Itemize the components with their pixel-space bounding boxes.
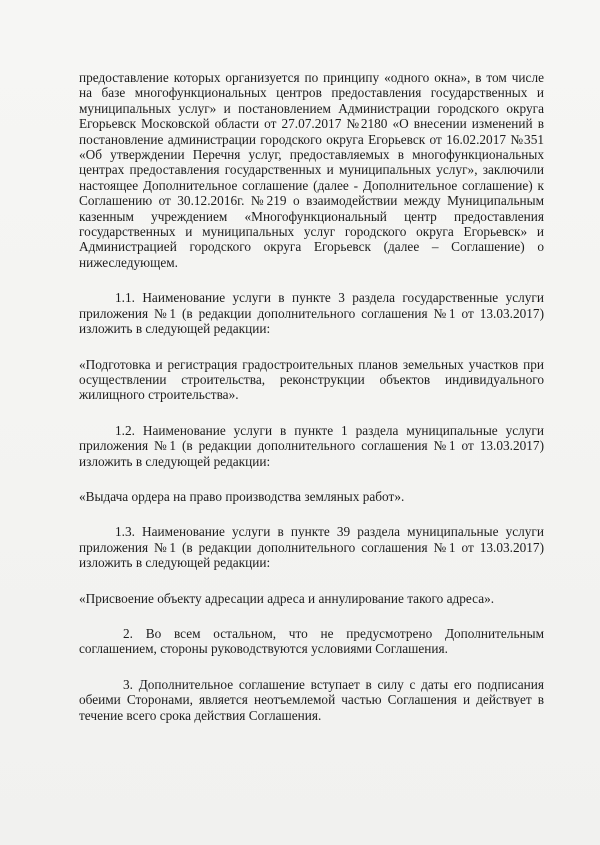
clause-2: 2. Во всем остальном, что не предусмотрено Дополнительным соглашением, стороны руководствуются условиями Соглашения.	[79, 625, 544, 657]
document-body	[79, 70, 544, 723]
clause-1-3: 1.3. Наименование услуги в пункте 39 раздела муниципальные услуги приложения №1 (в редакции дополнительного соглашения №1 от 13.03.2017) изложить в следующей редакции:	[79, 524, 544, 571]
clause-3: 3. Дополнительное соглашение вступает в силу с даты его подписания обеими Сторонами, является неотъемлемой частью Соглашения и действует в течение всего срока действия Соглашения.	[79, 676, 544, 723]
clause-1-1: 1.1. Наименование услуги в пункте 3 раздела государственные услуги приложения №1 (в редакции дополнительного соглашения №1 от 13.03.2017) изложить в следующей редакции:	[79, 290, 544, 337]
intro-paragraph: предоставление которых организуется по принципу «одного окна», в том числе на базе многофункциональных центров предоставления государственных и муниципальных услуг» и постановлением Администрации городского округа Егорьевск Московской области от 27.07.2017 №2180 «О внесении изменений в постановление администрации городского округа Егорьевск от 16.02.2017 №351 «Об утверждении Перечня услуг, предоставляемых в многофункциональных центрах предоставления государственных и муниципальных услуг», заключили настоящее Дополнительное соглашение (далее - Дополнительное соглашение) к Соглашению от 30.12.2016г. №219 о взаимодействии между Муниципальным казенным учреждением «Многофункциональный центр предоставления государственных и муниципальных услуг городского округа Егорьевск» и Администрацией городского округа Егорьевск (далее – Соглашение) о нижеследующем.	[79, 70, 544, 270]
quote-1-3: «Присвоение объекту адресации адреса и аннулирование такого адреса».	[79, 590, 495, 606]
quote-1-2: «Выдача ордера на право производства земляных работ».	[79, 488, 405, 504]
clause-1-2: 1.2. Наименование услуги в пункте 1 раздела муниципальные услуги приложения №1 (в редакции дополнительного соглашения №1 от 13.03.2017) изложить в следующей редакции:	[79, 422, 544, 469]
quote-1-1: «Подготовка и регистрация градостроительных планов земельных участков при осуществлении строительства, реконструкции объектов индивидуального жилищного строительства».	[79, 356, 544, 403]
